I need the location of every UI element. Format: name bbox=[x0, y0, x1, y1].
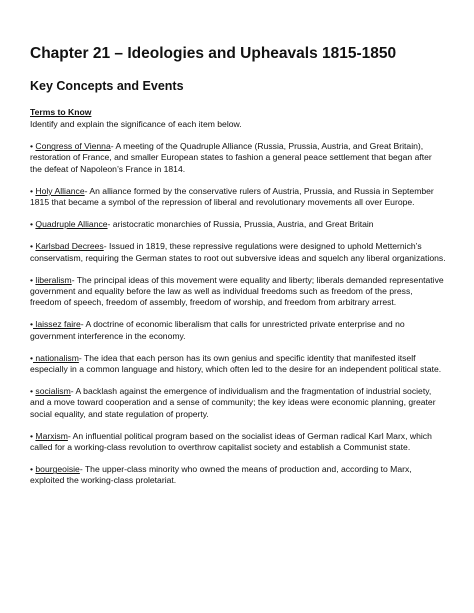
term-definition: - aristocratic monarchies of Russia, Prussia, Austria, and Great Britain bbox=[107, 219, 374, 230]
term-name: Holy Alliance bbox=[35, 185, 85, 196]
bullet: • bbox=[30, 386, 34, 397]
term-item bbox=[30, 241, 446, 263]
term-name: liberalism bbox=[35, 274, 72, 285]
terms-list bbox=[30, 141, 446, 486]
term-definition: - An influential political program based on the socialist ideas of German radical Karl Marx, which called for a working-class revolution to overthrow capitalist society and establish a Communist state. bbox=[30, 430, 432, 453]
term-definition: - An alliance formed by the conservative rulers of Austria, Prussia, and Russia in September 1815 that became a symbol of the repression of liberal and revolutionary movements all over Europe. bbox=[30, 185, 434, 208]
term-name: Congress of Vienna bbox=[35, 141, 111, 152]
term-item bbox=[30, 353, 446, 375]
term-name: nationalism bbox=[33, 352, 79, 363]
term-item bbox=[30, 386, 446, 420]
section-title: Key Concepts and Events bbox=[30, 79, 184, 93]
term-item bbox=[30, 464, 446, 486]
term-item bbox=[30, 431, 446, 453]
bullet: • bbox=[30, 141, 34, 152]
term-definition: - The idea that each person has its own genius and specific identity that manifested itself especially in a common language and history, which often led to the desire for an independent political state. bbox=[30, 352, 442, 375]
term-item bbox=[30, 186, 446, 208]
bullet: • bbox=[30, 319, 34, 330]
term-name: socialism bbox=[35, 386, 71, 397]
terms-heading: Terms to Know bbox=[30, 107, 92, 117]
bullet: • bbox=[30, 352, 34, 363]
term-item bbox=[30, 275, 446, 309]
term-definition: - A backlash against the emergence of individualism and the fragmentation of industrial society, and a move toward cooperation and a sense of community; the key ideas were economic planning, greater social equality, and state regulation of property. bbox=[30, 386, 436, 419]
term-definition: - Issued in 1819, these repressive regulations were designed to uphold Metternich’s conservatism, requiring the German states to root out subversive ideas and squelch any liberal organizations. bbox=[30, 241, 446, 263]
term-name: Karlsbad Decrees bbox=[35, 241, 104, 252]
term-name: Quadruple Alliance bbox=[35, 219, 108, 230]
bullet: • bbox=[30, 241, 34, 252]
term-item bbox=[30, 319, 446, 341]
bullet: • bbox=[30, 464, 34, 475]
term-name: laissez faire bbox=[33, 319, 81, 330]
term-definition: - The upper-class minority who owned the means of production and, according to Marx, exploited the working-class proletariat. bbox=[30, 464, 412, 486]
term-item bbox=[30, 219, 446, 230]
term-item bbox=[30, 141, 446, 175]
term-name: bourgeoisie bbox=[35, 464, 80, 475]
document-page bbox=[30, 44, 446, 487]
bullet: • bbox=[30, 274, 34, 285]
instructions-text: Identify and explain the significance of each item below. bbox=[30, 119, 242, 129]
term-name: Marxism bbox=[35, 430, 68, 441]
term-definition: - A meeting of the Quadruple Alliance (Russia, Prussia, Austria, and Great Britain), restoration of France, and smaller European states to fashion a general peace settlement that began after the defeat of Napoleon’s France in 1814. bbox=[30, 141, 432, 174]
bullet: • bbox=[30, 219, 34, 230]
term-definition: - A doctrine of economic liberalism that calls for unrestricted private enterprise and no government interference in the economy. bbox=[30, 319, 405, 341]
chapter-title: Chapter 21 – Ideologies and Upheavals 1815-1850 bbox=[30, 45, 397, 62]
term-definition: - The principal ideas of this movement were equality and liberty; liberals demanded representative government and equality before the law as well as individual freedoms such as freedom of the press, freedom of speech, freedom of assembly, freedom of worship, and freedom from arbitrary arrest. bbox=[30, 274, 444, 308]
bullet: • bbox=[30, 185, 34, 196]
bullet: • bbox=[30, 430, 34, 441]
